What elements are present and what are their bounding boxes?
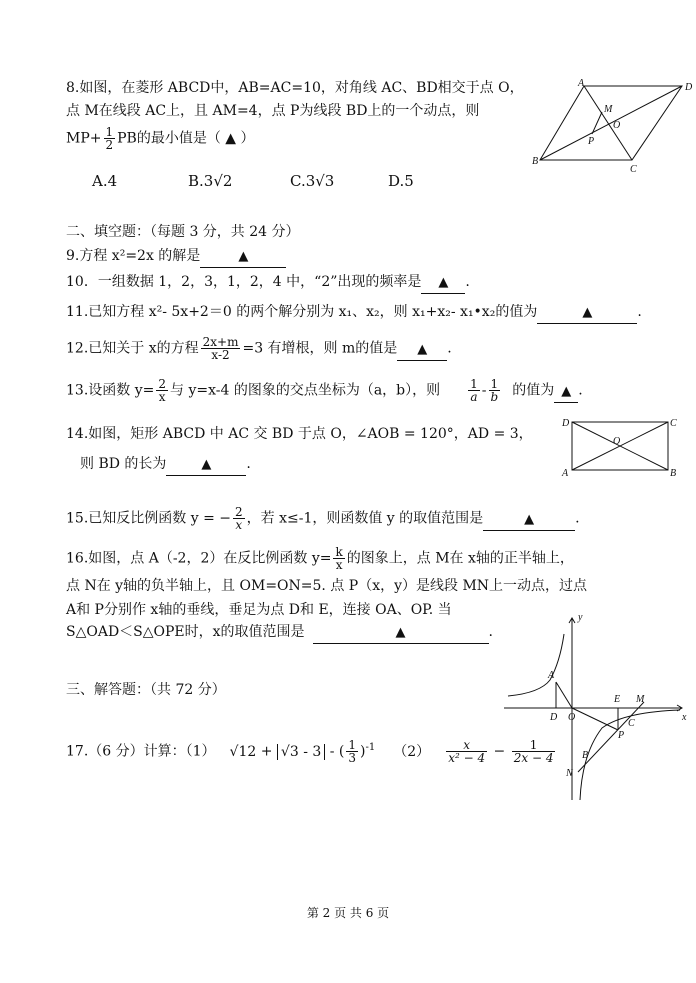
q10-text: 10．一组数据 1，2，3，1，2，4 中，“2”出现的频率是 [66, 274, 422, 290]
q17-f2-den: 2x − 4 [513, 751, 554, 766]
q8-line1: 8.如图，在菱形 ABCD中，AB=AC=10，对角线 AC、BD相交于点 O， [66, 80, 524, 96]
q12-post: =3 有增根，则 m的值是 [242, 340, 398, 357]
label-b: B [582, 750, 589, 761]
q14-end: . [246, 456, 251, 472]
segment-mn [578, 702, 644, 772]
q17-pow-num: 1 [348, 738, 357, 753]
page-footer: 第 2 页 共 6 页 [306, 906, 390, 920]
label-o: O [613, 120, 621, 131]
label-a: A [578, 78, 585, 89]
q12-end: . [447, 340, 452, 357]
label-x: x [682, 712, 687, 723]
label-d: D [562, 418, 570, 429]
q16-line1-post: 的图象上，点 M在 x轴的正半轴上， [346, 550, 574, 567]
q17-power-fraction [346, 739, 358, 764]
q12-pre: 12.已知关于 x的方程 [66, 340, 199, 357]
label-o: O [613, 436, 621, 447]
q16-line3: A和 P分别作 x轴的垂线，垂足为点 D和 E，连接 OA、OP. 当 [66, 602, 452, 618]
q13-frac-den: x [158, 390, 166, 404]
label-d: D [550, 712, 558, 723]
q15-answer-blank[interactable]: ▲ [483, 510, 575, 531]
label-e: E [614, 694, 621, 705]
segment-op [572, 708, 618, 730]
q8-line3-pre: MP+ [66, 130, 102, 147]
label-a: A [548, 670, 555, 681]
label-p: P [588, 136, 595, 147]
label-n: N [566, 768, 573, 779]
q17-pow-den: 3 [348, 751, 357, 766]
q8-option-a: A.4 [92, 172, 118, 190]
q10-answer-blank[interactable]: ▲ [421, 273, 465, 294]
q17-f2-num: 1 [512, 739, 556, 752]
diagonal-bd [540, 86, 682, 160]
q10-end: . [465, 274, 470, 290]
q17-minus: - [329, 743, 335, 760]
q15 [66, 506, 580, 531]
q12-frac-num: 2x+m [202, 335, 239, 349]
label-o: O [568, 712, 576, 723]
q16-fraction [333, 546, 344, 571]
q16-graph-figure [494, 604, 694, 804]
q17-part2: （2） [393, 743, 431, 760]
q16-line4 [66, 622, 493, 644]
q13-fraction [156, 378, 168, 403]
q17-exponent: -1 [365, 742, 376, 753]
q9 [66, 246, 286, 268]
q17-fraction-2 [512, 739, 556, 764]
q16-line1 [66, 546, 574, 571]
q14-text: 则 BD 的长为 [80, 456, 167, 472]
label-p: P [618, 730, 625, 741]
q8-option-c: C.3√3 [290, 172, 335, 190]
label-y: y [578, 612, 583, 623]
q11 [66, 302, 642, 324]
q12-fraction [201, 336, 241, 361]
q17-pre: 17.（6 分）计算：（1） [66, 743, 216, 760]
q17-f1-den: x² − 4 [448, 751, 486, 766]
q13-frac-1b [489, 378, 501, 403]
q13-f2-den: b [490, 390, 499, 404]
q13-frac-num: 2 [158, 377, 166, 391]
q14-answer-blank[interactable]: ▲ [166, 455, 246, 476]
q16-line4-pre: S△OAD＜S△OPE时，x的取值范围是 [66, 624, 305, 640]
q10 [66, 272, 470, 294]
section3-title: 三、解答题：（共 72 分） [66, 682, 226, 698]
q16-line2: 点 N在 y轴的负半轴上，且 OM=ON=5. 点 P（x，y）是线段 MN上一动点，过点 [66, 578, 588, 594]
q13-answer-blank[interactable]: ▲ [554, 382, 578, 403]
q8-fraction [104, 126, 116, 151]
q15-fraction [233, 506, 245, 531]
q15-frac-num: 2 [235, 505, 243, 519]
q12 [66, 336, 452, 361]
q11-text: 11.已知方程 x²- 5x+2＝0 的两个解分别为 x₁、x₂，则 x₁+x₂- x₁•x₂的值为 [66, 304, 538, 320]
q8-option-d: D.5 [388, 172, 414, 190]
q9-answer-blank[interactable]: ▲ [200, 247, 286, 268]
q17-f1-num: x [446, 739, 487, 752]
label-c: C [670, 418, 677, 429]
q13-pre: 13.设函数 y= [66, 382, 155, 399]
q17-abs-value: √3 - 3 [277, 744, 325, 760]
section2-title: 二、填空题：（每题 3 分，共 24 分） [66, 224, 300, 240]
q8-frac-num: 1 [105, 125, 114, 139]
q8-option-b: B.3√2 [188, 172, 233, 190]
q9-text: 9.方程 x²=2x 的解是 [66, 248, 201, 264]
q12-answer-blank[interactable]: ▲ [397, 340, 447, 361]
q16-answer-blank[interactable]: ▲ [313, 623, 489, 644]
q17: 17.（6 分）计算：（1） √12 + √3 - 3 - ( $\frac{1}{3}$ )$^{-1}$ （2） $\frac{x}{\text{x² − 4}}$ − $\frac{1}{2x - 4}$ [66, 738, 554, 766]
q13-frac-1a [468, 378, 480, 403]
q8-rhombus-figure [528, 76, 694, 176]
label-m: M [604, 104, 613, 115]
q17-fraction-1 [446, 739, 487, 764]
label-b: B [532, 156, 539, 167]
label-c: C [628, 718, 635, 729]
label-m: M [636, 694, 645, 705]
label-c: C [630, 164, 637, 175]
q15-end: . [575, 510, 580, 527]
q14-line2 [80, 454, 251, 476]
q13-end: . [578, 382, 583, 399]
q8-line3 [66, 126, 255, 151]
q16-end: . [488, 624, 493, 640]
label-a: A [562, 468, 569, 479]
q15-pre: 15.已知反比例函数 y = − [66, 510, 231, 527]
q13: 13.设函数 y= $\frac{2}{x}$ 与 y=x-4 的图象的交点坐标为（a，b），则 $\frac{1}{a}$ - $\frac{1}{b}$ 的值为 ▲ . [66, 377, 583, 404]
q12-frac-den: x-2 [211, 348, 230, 362]
q16-frac-num: k [335, 545, 343, 559]
q13-f2-num: 1 [489, 378, 501, 391]
q8-line2: 点 M在线段 AC上，且 AM=4，点 P为线段 BD上的一个动点，则 [66, 103, 480, 119]
q15-frac-den: x [235, 518, 243, 532]
q16-line1-pre: 16.如图，点 A（-2，2）在反比例函数 y= [66, 550, 332, 567]
q13-f1-num: 1 [470, 377, 478, 391]
q16-frac-den: x [335, 558, 343, 572]
q14-rectangle-figure [560, 414, 680, 480]
segment-oa [556, 682, 572, 708]
q8-frac-den: 2 [105, 138, 114, 152]
q11-end: . [637, 304, 642, 320]
diagonal-ac [584, 86, 632, 160]
q8-line3-post: PB的最小值是（ ▲ ） [117, 130, 255, 147]
q13-mid: 与 y=x-4 的图象的交点坐标为（a，b），则 [170, 382, 441, 399]
q11-answer-blank[interactable]: ▲ [537, 303, 637, 324]
q13-f1-den: a [470, 390, 478, 404]
label-b: B [670, 468, 677, 479]
q15-post: ，若 x≤-1，则函数值 y 的取值范围是 [246, 510, 484, 527]
q14-line1: 14.如图，矩形 ABCD 中 AC 交 BD 于点 O，∠AOB = 120°，AD = 3， [66, 426, 533, 442]
q13-post: 的值为 [512, 382, 555, 399]
q17-sqrt12: √12 [229, 743, 257, 760]
label-d: D [685, 82, 693, 93]
